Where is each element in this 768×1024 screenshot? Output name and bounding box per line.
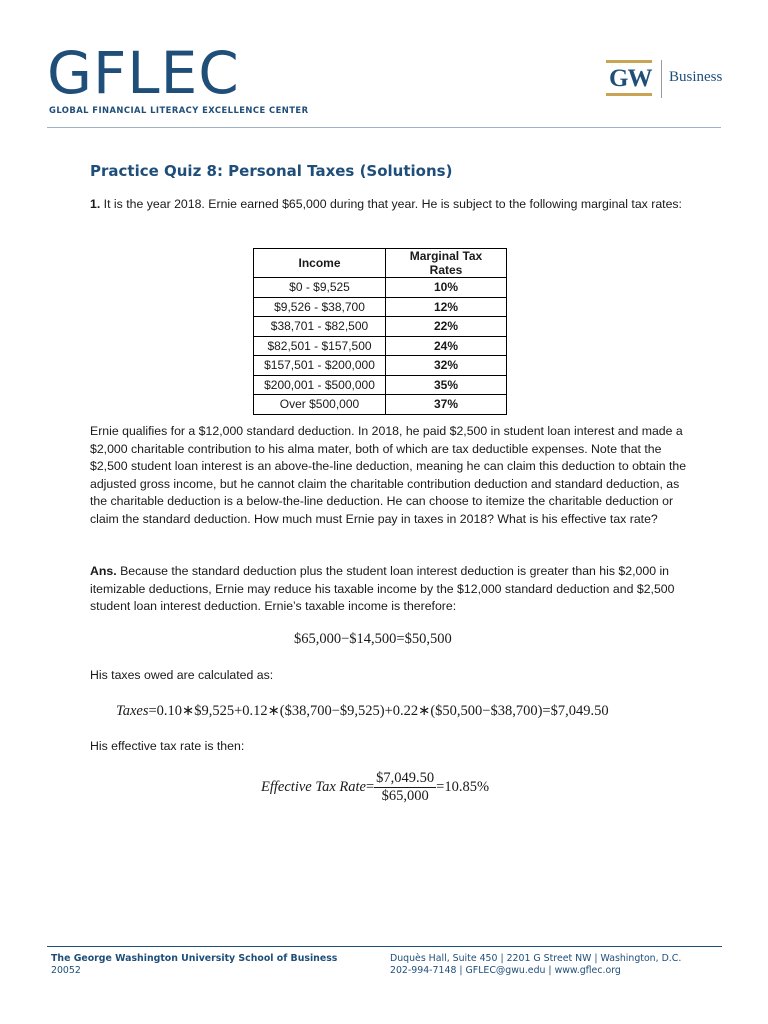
gw-logo-divider (661, 60, 662, 98)
fraction-denominator: $65,000 (381, 788, 429, 804)
question-text: It is the year 2018. Ernie earned $65,000 during that year. He is subject to the following marginal tax rates: (100, 197, 682, 211)
header-divider (47, 127, 721, 128)
taxes-intro: His taxes owed are calculated as: (90, 668, 274, 682)
answer-paragraph (90, 563, 690, 616)
footer-zip: 20052 (51, 965, 81, 976)
fraction-numerator: $7,049.50 (376, 770, 435, 786)
table-cell-income: $157,501 - $200,000 (254, 356, 386, 376)
gw-business-label: Business (669, 69, 723, 85)
effective-rate-equals: = (365, 778, 375, 795)
table-cell-rate: 22% (386, 317, 507, 337)
table-row (254, 297, 507, 317)
question-number: 1. (90, 197, 101, 211)
footer-right (390, 953, 681, 977)
footer-school-name: The George Washington University School of Business (51, 953, 338, 964)
taxes-equation-body: =0.10∗$9,525+0.12∗($38,700−$9,525)+0.22∗($50,500−$38,700)=$7,049.50 (148, 703, 609, 719)
table-row (254, 317, 507, 337)
table-row (254, 356, 507, 376)
answer-label: Ans. (90, 564, 117, 578)
effective-rate-fraction (374, 770, 436, 805)
question-paragraph (90, 196, 690, 214)
table-cell-rate: 24% (386, 336, 507, 356)
table-cell-income: Over $500,000 (254, 395, 386, 415)
effective-intro: His effective tax rate is then: (90, 739, 245, 753)
table-row (254, 375, 507, 395)
table-cell-rate: 32% (386, 356, 507, 376)
table-cell-income: $200,001 - $500,000 (254, 375, 386, 395)
gflec-logo-subtitle: GLOBAL FINANCIAL LITERACY EXCELLENCE CENTER (49, 105, 309, 115)
table-cell-income: $9,526 - $38,700 (254, 297, 386, 317)
table-row (254, 278, 507, 298)
footer-address: Duquès Hall, Suite 450 | 2201 G Street NW | Washington, D.C. (390, 953, 682, 964)
table-cell-rate: 12% (386, 297, 507, 317)
taxable-income-equation: $65,000−$14,500=$50,500 (294, 631, 452, 647)
table-row (254, 395, 507, 415)
taxes-equation-label: Taxes (116, 703, 149, 719)
effective-rate-result: =10.85% (436, 778, 490, 795)
gw-logo-bottom-bar (606, 93, 652, 96)
tax-rate-table (253, 248, 507, 415)
gflec-logo: GFLEC (47, 39, 240, 107)
table-row (254, 336, 507, 356)
table-header-income: Income (254, 249, 386, 278)
effective-rate-equation (261, 770, 489, 805)
table-cell-income: $38,701 - $82,500 (254, 317, 386, 337)
footer-divider (47, 946, 722, 947)
table-cell-rate: 10% (386, 278, 507, 298)
table-header-rate: Marginal Tax Rates (386, 249, 507, 278)
gw-logo-top-bar (606, 60, 652, 63)
footer-left (51, 953, 337, 977)
gw-logo-text: GW (609, 65, 652, 92)
table-header-row (254, 249, 507, 278)
effective-rate-label: Effective Tax Rate (261, 778, 366, 795)
answer-text: Because the standard deduction plus the student loan interest deduction is greater than his $2,000 in itemizable deductions, Ernie may reduce his taxable income by the $12,000 standard deduction and $2,500 student loan interest deduction. Ernie’s taxable income is therefore: (90, 564, 675, 614)
gw-logo (606, 60, 652, 98)
scenario-paragraph: Ernie qualifies for a $12,000 standard deduction. In 2018, he paid $2,500 in student loan interest and made a $2,000 charitable contribution to his alma mater, both of which are tax deductible expenses. Note that the $2,500 student loan interest is an above-the-line deduction, meaning he can claim this deduction to obtain the adjusted gross income, but he cannot claim the charitable contribution deduction and standard deduction, as the charitable deduction is a below-the-line deduction. He can choose to itemize the charitable deduction or claim the standard deduction. How much must Ernie pay in taxes in 2018? What is his effective tax rate? (90, 424, 687, 526)
page-title: Practice Quiz 8: Personal Taxes (Solutions) (90, 162, 453, 180)
table-cell-rate: 35% (386, 375, 507, 395)
table-cell-rate: 37% (386, 395, 507, 415)
taxes-equation (116, 703, 609, 720)
footer-contact: 202-994-7148 | GFLEC@gwu.edu | www.gflec.org (390, 965, 621, 976)
table-cell-income: $0 - $9,525 (254, 278, 386, 298)
table-cell-income: $82,501 - $157,500 (254, 336, 386, 356)
